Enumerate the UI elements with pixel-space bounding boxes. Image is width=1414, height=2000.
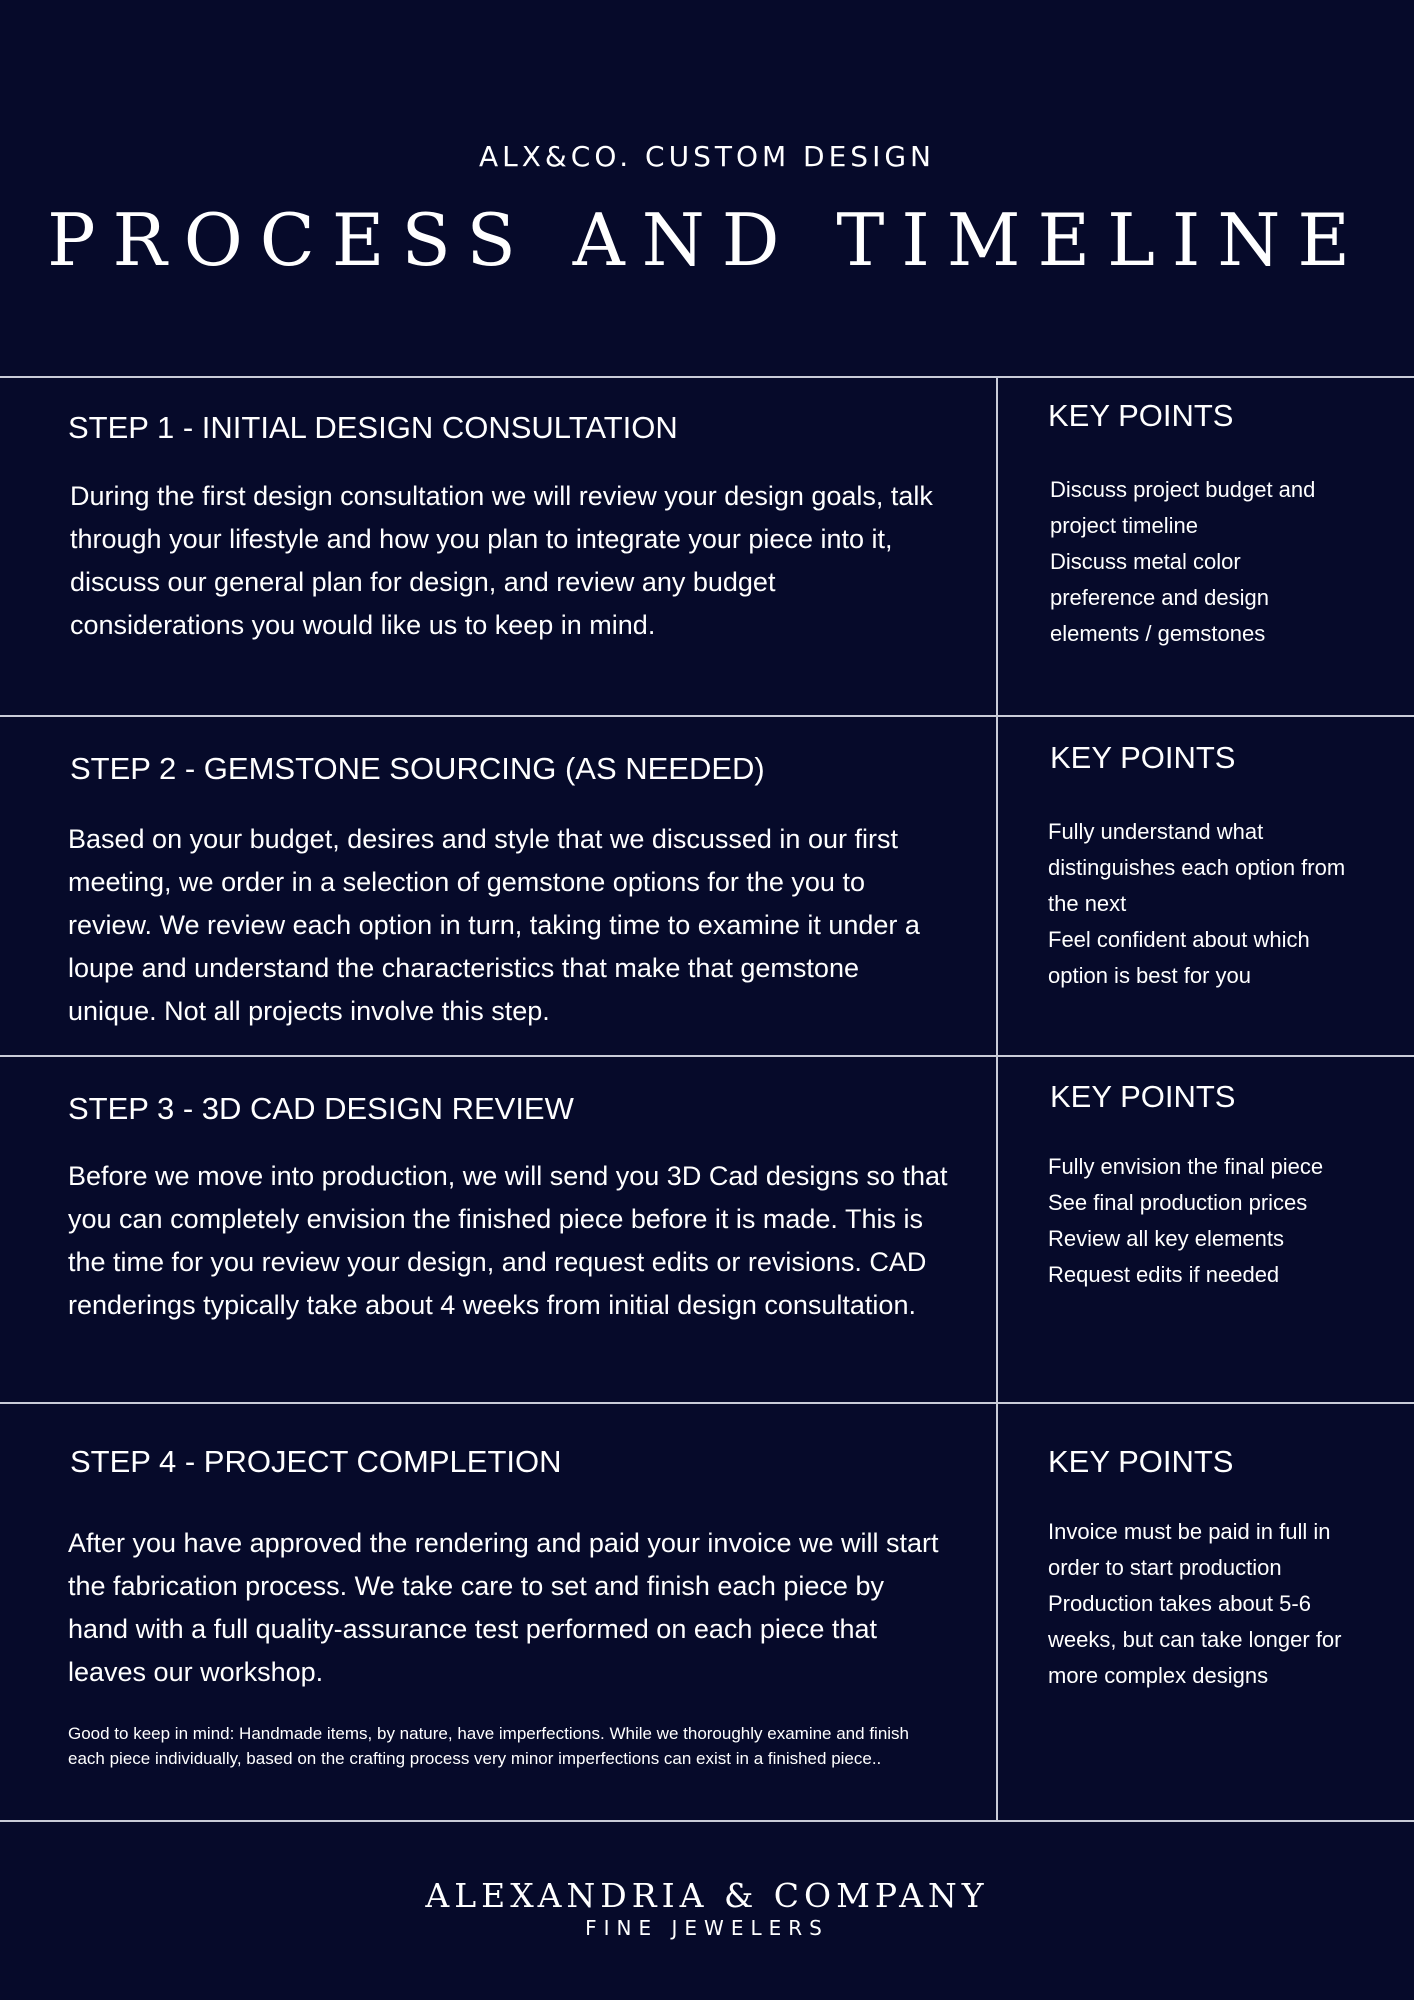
step-4-key-points <box>1048 1514 1358 1694</box>
footer-brand-subtitle: FINE JEWELERS <box>585 1916 829 1940</box>
step-2-body: Based on your budget, desires and style that we discussed in our first meeting, we order in a selection of gemstone options for the you to review. We review each option in turn, taking time to examine it under a loupe and understand the characteristics that make that gemstone unique. Not all projects involve this step. <box>68 824 920 1026</box>
key-point-item: Discuss project budget and project timeline <box>1050 477 1316 538</box>
key-point-item: Discuss metal color preference and design elements / gemstones <box>1050 549 1269 646</box>
page-header <box>0 0 1414 376</box>
step-1-key-points <box>1050 472 1340 652</box>
key-point-item: Request edits if needed <box>1048 1262 1280 1287</box>
key-point-item: Fully envision the final piece <box>1048 1154 1324 1179</box>
step-2-section <box>0 717 1414 1055</box>
key-point-item: Review all key elements <box>1048 1226 1284 1251</box>
step-4-section <box>0 1404 1414 1820</box>
page-title: PROCESS AND TIMELINE <box>47 198 1367 282</box>
step-4-body: After you have approved the rendering and paid your invoice we will start the fabrication process. We take care to set and finish each piece by hand with a full quality-assurance test performed on each piece that leaves our workshop. <box>68 1528 939 1687</box>
step-1-section <box>0 378 1414 715</box>
eyebrow-brand: ALX&CO. CUSTOM DESIGN <box>479 140 935 173</box>
key-point-item: Invoice must be paid in full in order to start production <box>1048 1519 1331 1580</box>
step-4-title: STEP 4 - PROJECT COMPLETION <box>70 1444 562 1479</box>
step-3-key-points <box>1048 1149 1348 1293</box>
step-1-title: STEP 1 - INITIAL DESIGN CONSULTATION <box>68 410 678 445</box>
step-4-note: Good to keep in mind: Handmade items, by nature, have imperfections. While we thoroughly examine and finish each piece individually, based on the crafting process very minor imperfections can exist in a finished piece.. <box>68 1724 910 1768</box>
step-3-body: Before we move into production, we will send you 3D Cad designs so that you can completely envision the finished piece before it is made. This is the time for you review your design, and request edits or revisions. CAD renderings typically take about 4 weeks from initial design consultation. <box>68 1161 948 1320</box>
step-1-body: During the first design consultation we will review your design goals, talk through your lifestyle and how you plan to integrate your piece into it, discuss our general plan for design, and review any budget considerations you would like us to keep in mind. <box>70 481 933 640</box>
step-2-title: STEP 2 - GEMSTONE SOURCING (AS NEEDED) <box>70 751 765 786</box>
divider-bottom <box>0 1820 1414 1822</box>
step-3-key-points-title: KEY POINTS <box>1050 1079 1236 1114</box>
step-1-key-points-title: KEY POINTS <box>1048 398 1234 433</box>
key-point-item: Feel confident about which option is best for you <box>1048 927 1310 988</box>
key-point-item: See final production prices <box>1048 1190 1308 1215</box>
step-4-key-points-title: KEY POINTS <box>1048 1444 1234 1479</box>
step-2-key-points <box>1048 814 1358 994</box>
step-2-key-points-title: KEY POINTS <box>1050 740 1236 775</box>
step-3-section <box>0 1057 1414 1402</box>
key-point-item: Production takes about 5-6 weeks, but can take longer for more complex designs <box>1048 1591 1342 1688</box>
footer-brand-name: ALEXANDRIA & COMPANY <box>425 1876 989 1915</box>
step-3-title: STEP 3 - 3D CAD DESIGN REVIEW <box>68 1091 574 1126</box>
key-point-item: Fully understand what distinguishes each option from the next <box>1048 819 1346 916</box>
